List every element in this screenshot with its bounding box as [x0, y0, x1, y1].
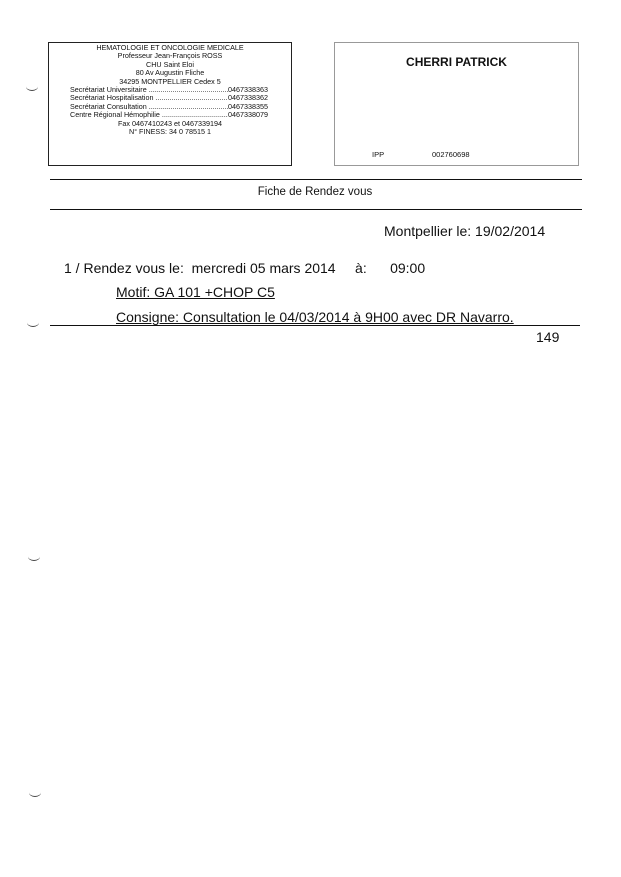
department-finess: N° FINESS: 34 0 78515 1 — [129, 127, 211, 137]
department-street: 80 Av Augustin Fliche — [135, 68, 205, 78]
contact-number: 0467338362 — [228, 93, 268, 103]
patient-box — [334, 42, 579, 166]
appointment-prefix: 1 / Rendez vous le: — [64, 260, 184, 276]
contact-label: Secrétariat Hospitalisation ..... — [70, 94, 228, 102]
contact-label: Secrétariat Consultation ..... — [70, 103, 228, 111]
page-number: 149 — [536, 329, 560, 345]
binder-hole-mark — [27, 318, 39, 327]
binder-hole-mark — [26, 82, 38, 91]
department-hospital: CHU Saint Eloi — [146, 59, 194, 69]
contact-label: Secrétariat Universitaire ..... — [70, 86, 228, 94]
contact-number: 0467338079 — [228, 110, 268, 120]
ipp-value: 002760698 — [432, 150, 470, 159]
appointment-consigne: Consigne: Consultation le 04/03/2014 à 9H00 avec DR Navarro. — [116, 309, 514, 325]
appointment-date: mercredi 05 mars 2014 — [191, 260, 336, 276]
title-top-rule — [50, 179, 582, 180]
section-rule — [50, 325, 580, 326]
department-name: HEMATOLOGIE ET ONCOLOGIE MEDICALE — [96, 43, 244, 52]
appointment-line — [64, 260, 425, 276]
title-bottom-rule — [50, 209, 582, 210]
contact-label: Centre Régional Hémophilie ..... — [70, 111, 228, 119]
document-title: Fiche de Rendez vous — [257, 186, 373, 198]
department-professor: Professeur Jean-François ROSS — [117, 51, 223, 61]
department-header-box — [48, 42, 292, 166]
patient-name: CHERRI PATRICK — [406, 55, 507, 69]
contact-number: 0467338355 — [228, 101, 268, 111]
place-date: Montpellier le: 19/02/2014 — [384, 223, 546, 239]
department-city: 34295 MONTPELLIER Cedex 5 — [119, 76, 221, 86]
appointment-time: 09:00 — [390, 260, 426, 276]
contact-number: 0467338363 — [228, 85, 268, 95]
appointment-at-label: à: — [355, 260, 367, 276]
binder-hole-mark — [28, 552, 40, 561]
department-fax: Fax 0467410243 et 0467339194 — [118, 118, 222, 128]
appointment-motif: Motif: GA 101 +CHOP C5 — [116, 284, 275, 300]
binder-hole-mark — [29, 788, 41, 797]
ipp-label: IPP — [372, 150, 385, 159]
